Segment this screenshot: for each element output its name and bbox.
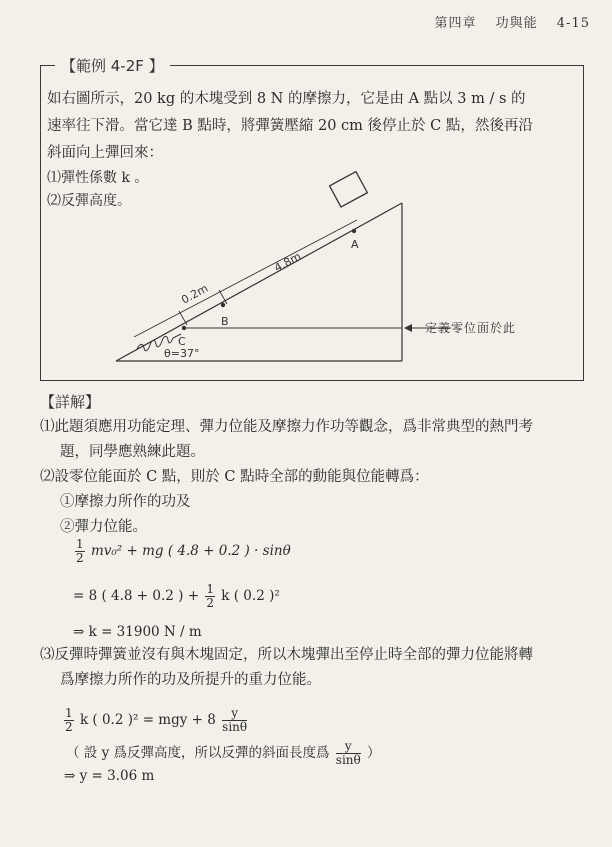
- incline-line: [116, 203, 402, 361]
- label-B: B: [221, 315, 229, 328]
- page-number: 4-15: [556, 16, 590, 31]
- detail-p2a: ①摩擦力所作的功及: [60, 494, 191, 510]
- equation-3: ⇒ k = 31900 N / m: [73, 624, 202, 640]
- tick-c: [179, 311, 187, 325]
- equation-4: $\frac{1}{2}$ k ( 0.2 )² = mgy + 8 $\frac{y}{\sin\theta}$: [65, 706, 248, 734]
- label-angle: θ=37°: [164, 347, 200, 360]
- chapter-label: 第四章: [434, 16, 477, 31]
- block: [330, 172, 368, 207]
- question-2: ⑵反彈高度。: [47, 193, 131, 209]
- label-length-long: 4.8m: [272, 249, 304, 275]
- detail-title: 【詳解】: [40, 393, 101, 411]
- problem-line-2: 速率往下滑。當它達 B 點時，將彈簧壓縮 20 cm 後停止於 C 點，然後再沿: [47, 118, 533, 134]
- page-header: [420, 12, 590, 31]
- point-B: [221, 303, 225, 307]
- equation-1: $\frac{1}{2}$ mv₀² + mg ( 4.8 + 0.2 ) · sinθ: [76, 537, 291, 565]
- zero-arrowhead: [404, 324, 412, 332]
- detail-p3b: 爲摩擦力所作的功及所提升的重力位能。: [60, 672, 321, 688]
- example-box: [40, 57, 584, 381]
- detail-p2: ⑵設零位能面於 C 點，則於 C 點時全部的動能與位能轉爲：: [40, 469, 429, 485]
- problem-line-3: 斜面向上彈回來：: [47, 145, 163, 161]
- detail-p1a: ⑴此題須應用功能定理、彈力位能及摩擦力作功等觀念，爲非常典型的熱門考: [40, 419, 533, 435]
- label-C: C: [178, 335, 186, 348]
- question-1: ⑴彈性係數 k 。: [47, 170, 149, 186]
- detail-p2b: ②彈力位能。: [60, 519, 147, 535]
- measure-line: [134, 220, 357, 337]
- detail-section-3: [40, 643, 590, 693]
- equation-6: ⇒ y = 3.06 m: [64, 768, 155, 784]
- detail-p3a: ⑶反彈時彈簧並沒有與木塊固定，所以木塊彈出至停止時全部的彈力位能將轉: [40, 647, 533, 663]
- detail-p1b: 題，同學應熟練此題。: [60, 444, 205, 460]
- equation-2: = 8 ( 4.8 + 0.2 ) + $\frac{1}{2}$ k ( 0.2 )²: [73, 582, 280, 610]
- example-title: 【範例 4-2F 】: [55, 55, 170, 76]
- detail-section: [40, 390, 590, 540]
- point-A: [352, 229, 356, 233]
- label-length-short: 0.2m: [179, 281, 211, 307]
- label-A: A: [351, 238, 359, 251]
- topic-label: 功與能: [495, 16, 538, 31]
- equation-5: （ 設 y 爲反彈高度，所以反彈的斜面長度爲 $\frac{y}{\sin\theta}$ ）: [66, 739, 381, 767]
- incline-diagram: [41, 66, 583, 380]
- zero-level-note: 定義零位面於此: [425, 321, 517, 335]
- problem-line-1: 如右圖所示，20 kg 的木塊受到 8 N 的摩擦力，它是由 A 點以 3 m / s 的: [47, 91, 526, 107]
